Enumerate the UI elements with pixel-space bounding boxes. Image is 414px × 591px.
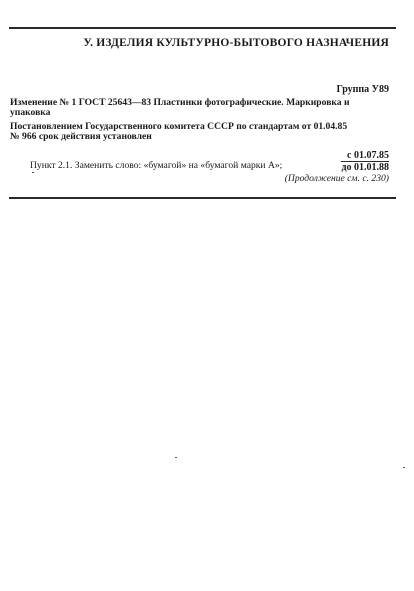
bottom-rule (9, 197, 396, 199)
date-from: с 01.07.85 (347, 150, 389, 161)
section-title: У. ИЗДЕЛИЯ КУЛЬТУРНО-БЫТОВОГО НАЗНАЧЕНИЯ (83, 37, 389, 49)
speck-mark (403, 467, 405, 468)
continuation-note: (Продолжение см. с. 230) (284, 173, 389, 184)
top-rule (9, 27, 396, 29)
change-heading (10, 98, 389, 118)
decree-text-line-2: № 966 срок действия установлен (10, 131, 152, 142)
amendment-item: Пункт 2.1. Заменить слово: «бумагой» на «бумагой марки А»; (30, 160, 283, 171)
change-heading-line-1: Изменение № 1 ГОСТ 25643—83 Пластинки фотографические. Маркировка и (10, 97, 350, 108)
group-label: Группа У89 (336, 84, 389, 95)
date-to: до 01.01.88 (341, 162, 389, 173)
decree-text-line-1: Постановлением Государственного комитета СССР по стандартам от 01.04.85 (10, 121, 348, 132)
decree-text (10, 122, 389, 142)
change-heading-line-2: упаковка (10, 107, 51, 118)
validity-dates (341, 150, 389, 173)
speck-mark (175, 457, 177, 458)
speck-mark (32, 172, 34, 173)
